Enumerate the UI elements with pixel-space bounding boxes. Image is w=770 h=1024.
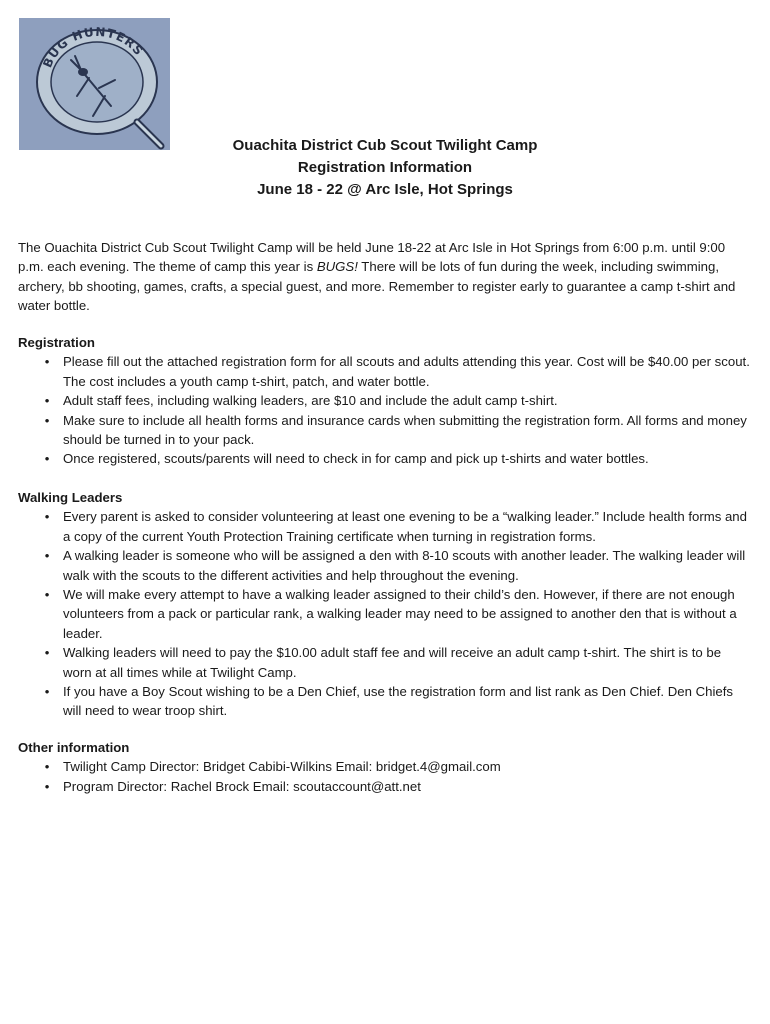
walking-leaders-list bbox=[18, 507, 753, 720]
other-information-list bbox=[18, 757, 753, 796]
list-item: • A walking leader is someone who will be assigned a den with 8-10 scouts with another leader. The walking leader will walk with the scouts to the different activities and help throughout the evening. bbox=[18, 546, 753, 585]
title-line-2: Registration Information bbox=[297, 159, 473, 176]
list-item: • Walking leaders will need to pay the $10.00 adult staff fee and will receive an adult camp t-shirt. The shirt is to be worn at all times while at Twilight Camp. bbox=[18, 643, 753, 682]
bullet-icon: • bbox=[44, 759, 50, 775]
bullet-icon: • bbox=[44, 548, 50, 564]
intro-paragraph bbox=[18, 238, 748, 316]
intro-text-2: There will be lots of fun during the week, including swimming, archery, bb shooting, games, crafts, a special guest, and more. Remember to register early to guarantee a camp t-shirt and water bottle. bbox=[18, 259, 736, 314]
list-item: • If you have a Boy Scout wishing to be a Den Chief, use the registration form and list rank as Den Chief. Den Chiefs will need to wear troop shirt. bbox=[18, 682, 753, 721]
title-line-1: Ouachita District Cub Scout Twilight Camp bbox=[232, 137, 538, 154]
list-item: • Every parent is asked to consider volunteering at least one evening to be a “walking leader.” Include health forms and a copy of the current Youth Protection Training certificate when turning in registration forms. bbox=[18, 507, 753, 546]
list-item: • We will make every attempt to have a walking leader assigned to their child’s den. However, if there are not enough volunteers from a pack or particular rank, a walking leader may need to be assigned to another den that is without a leader. bbox=[18, 585, 753, 643]
bullet-icon: • bbox=[44, 778, 50, 794]
walking-leaders-section bbox=[18, 488, 753, 721]
registration-list bbox=[18, 352, 753, 468]
registration-heading: Registration bbox=[18, 335, 95, 350]
list-item: • Program Director: Rachel Brock Email: scoutaccount@att.net bbox=[18, 777, 753, 796]
list-item: • Make sure to include all health forms and insurance cards when submitting the registration form. All forms and money should be turned in to your pack. bbox=[18, 411, 753, 450]
bullet-icon: • bbox=[44, 451, 50, 467]
magnifying-glass-bug-icon bbox=[19, 18, 170, 150]
bullet-icon: • bbox=[44, 354, 50, 370]
list-item: • Once registered, scouts/parents will need to check in for camp and pick up t-shirts and water bottles. bbox=[18, 449, 753, 468]
bullet-icon: • bbox=[44, 645, 50, 661]
list-item: • Please fill out the attached registration form for all scouts and adults attending this year. Cost will be $40.00 per scout. The cost includes a youth camp t-shirt, patch, and water bottle. bbox=[18, 352, 753, 391]
bullet-icon: • bbox=[44, 412, 50, 428]
bullet-icon: • bbox=[44, 509, 50, 525]
intro-text-1: The Ouachita District Cub Scout Twilight Camp will be held June 18-22 at Arc Isle in Hot Springs from 6:00 p.m. until 9:00 p.m. each evening. The theme of camp this year is bbox=[18, 240, 726, 275]
bug-hunters-logo bbox=[19, 18, 170, 150]
bullet-icon: • bbox=[44, 587, 50, 603]
list-item: • Adult staff fees, including walking leaders, are $10 and include the adult camp t-shirt. bbox=[18, 391, 753, 410]
title-line-3: June 18 - 22 @ Arc Isle, Hot Springs bbox=[257, 181, 513, 198]
other-information-heading: Other information bbox=[18, 740, 130, 755]
registration-section bbox=[18, 333, 753, 469]
camp-theme: BUGS! bbox=[316, 259, 358, 275]
walking-leaders-heading: Walking Leaders bbox=[18, 490, 123, 505]
bullet-icon: • bbox=[44, 393, 50, 409]
logo-text: BUG HUNTERS bbox=[40, 24, 147, 70]
document-title bbox=[0, 135, 770, 201]
list-item: • Twilight Camp Director: Bridget Cabibi-Wilkins Email: bridget.4@gmail.com bbox=[18, 757, 753, 776]
other-information-section bbox=[18, 738, 753, 796]
bullet-icon: • bbox=[44, 684, 50, 700]
